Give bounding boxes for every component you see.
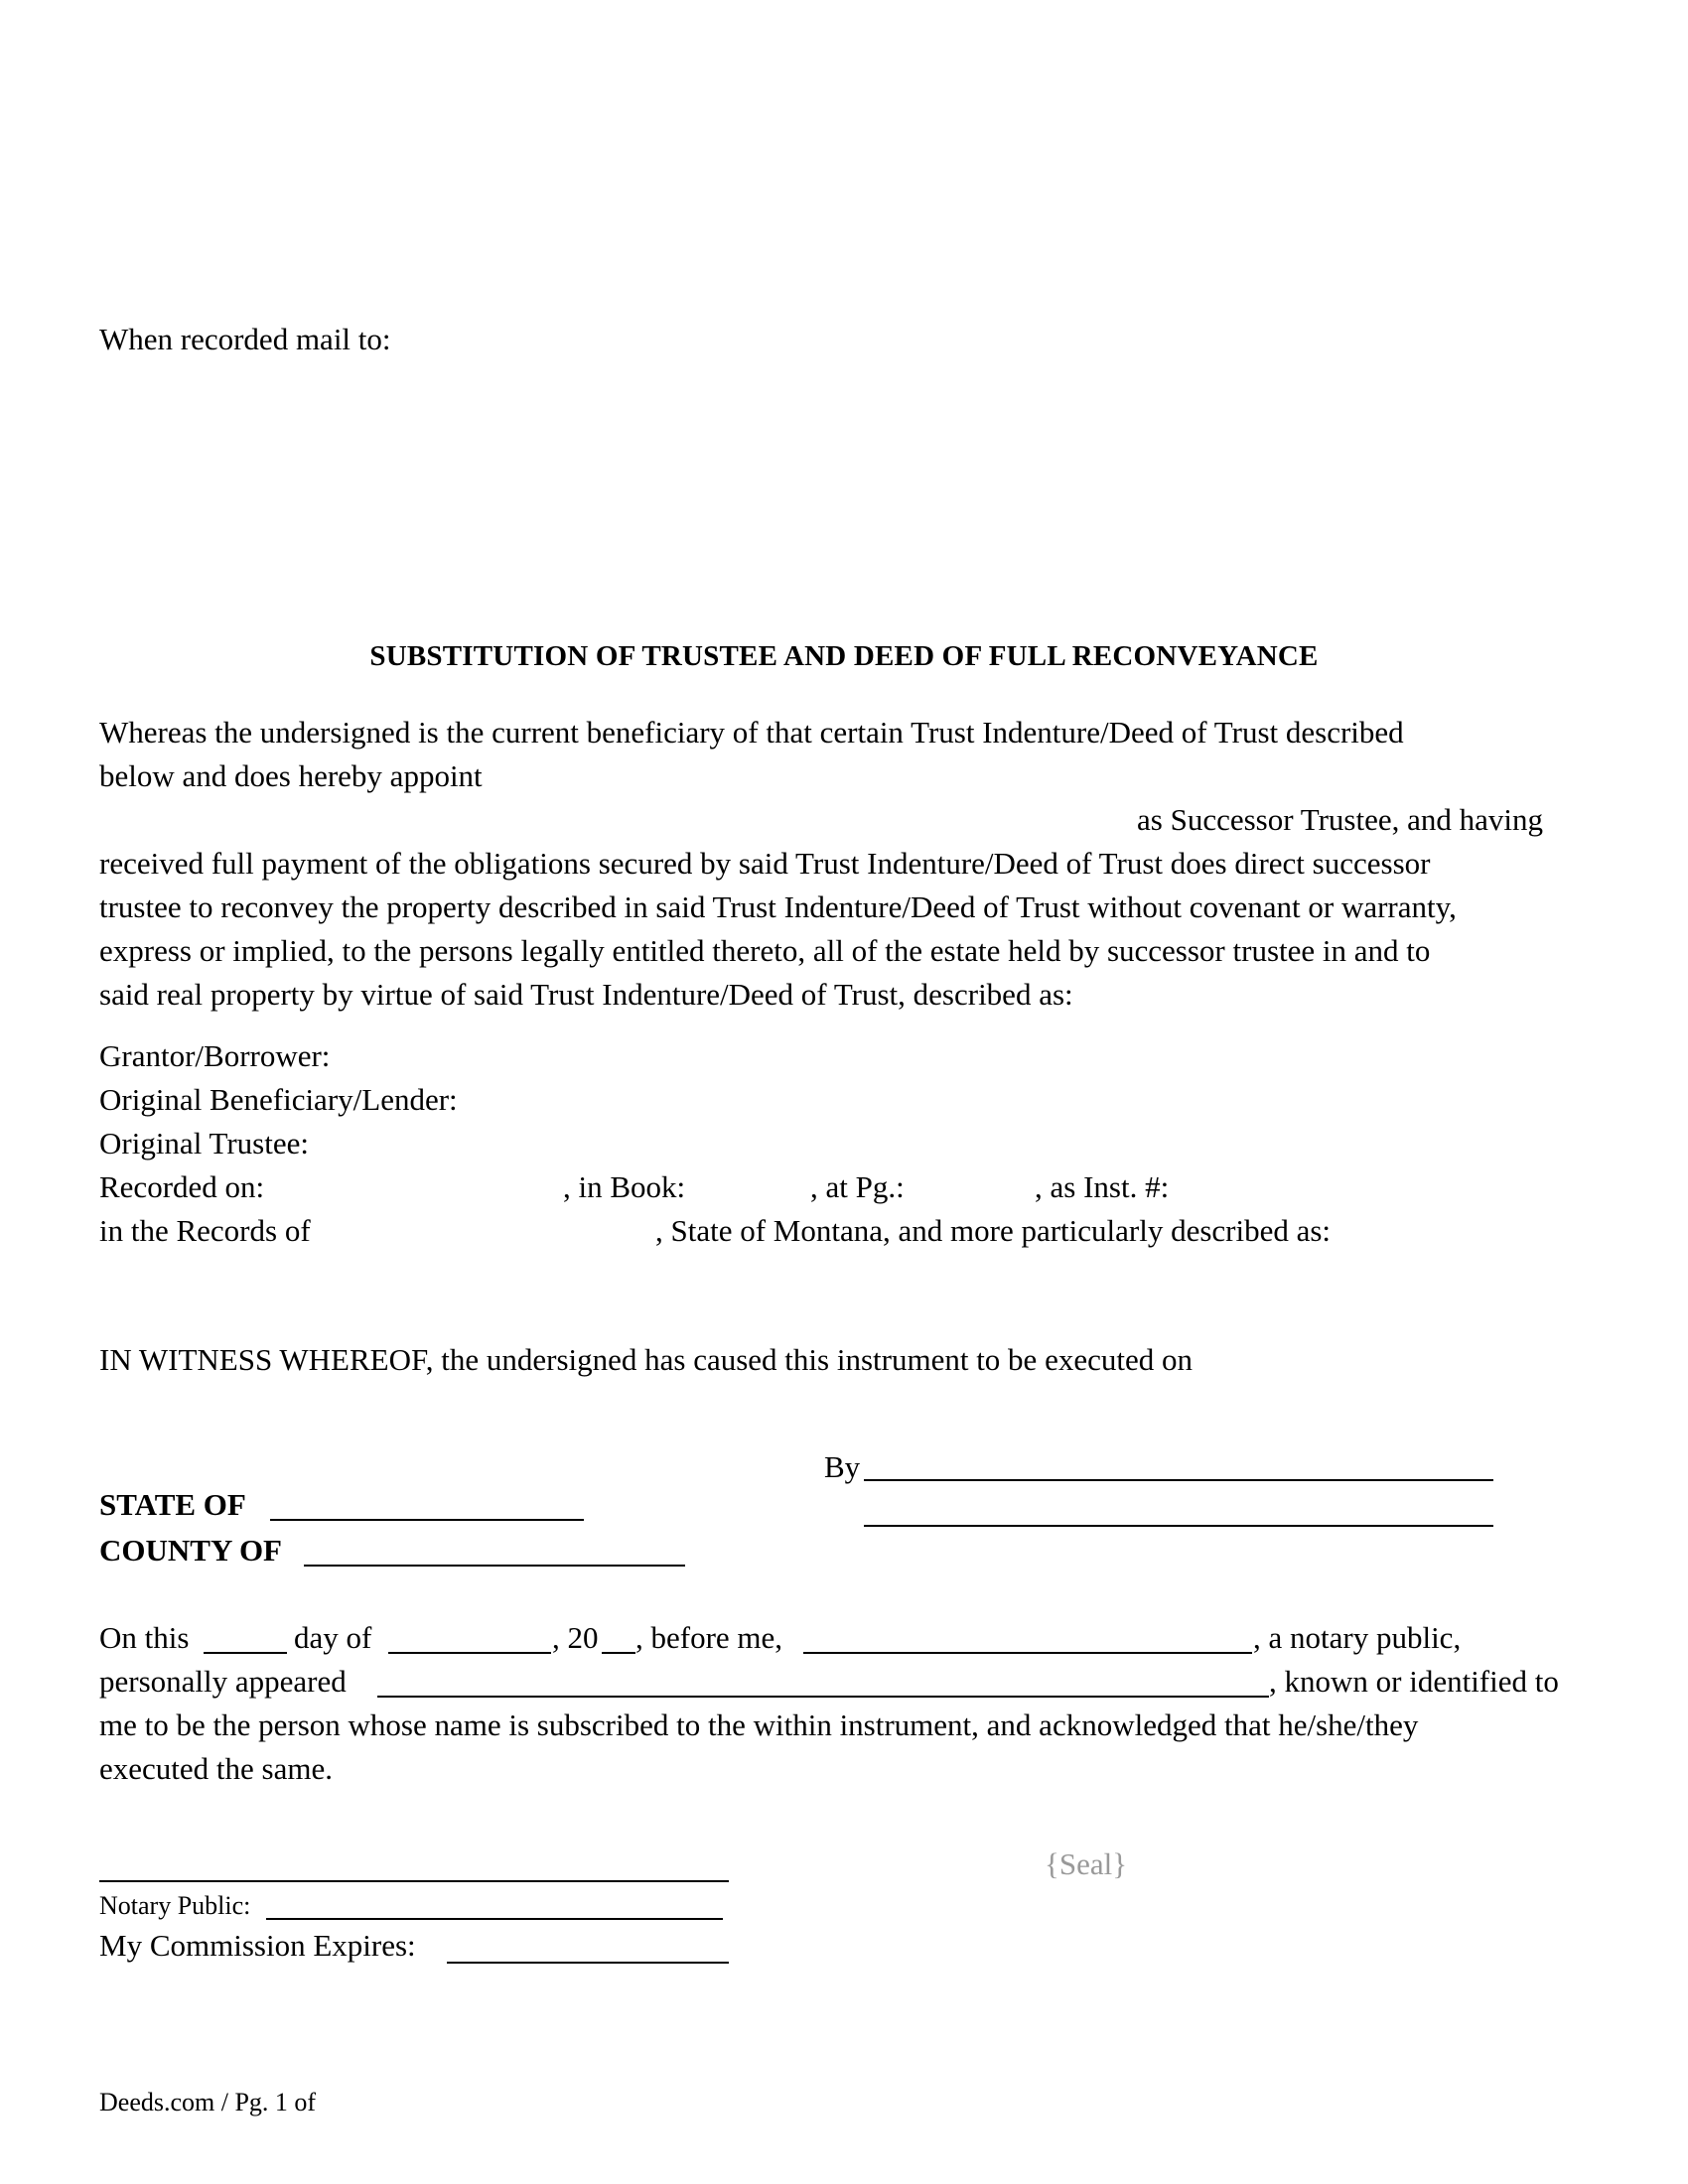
- signer-name-line[interactable]: [864, 1525, 1493, 1527]
- state-of-montana-text: , State of Montana, and more particularly described as:: [655, 1213, 1332, 1248]
- notary-paragraph-line: me to be the person whose name is subscribed to the within instrument, and acknowledged that he/she/they: [99, 1707, 1419, 1742]
- day-of-label: day of: [294, 1620, 372, 1655]
- original-beneficiary-label: Original Beneficiary/Lender:: [99, 1082, 458, 1117]
- appearing-person-blank[interactable]: [377, 1696, 1269, 1698]
- original-trustee-label: Original Trustee:: [99, 1126, 309, 1160]
- commission-expires-label: My Commission Expires:: [99, 1928, 416, 1963]
- day-blank[interactable]: [204, 1652, 287, 1654]
- at-page-label: , at Pg.:: [810, 1169, 905, 1204]
- witness-clause: IN WITNESS WHEREOF, the undersigned has caused this instrument to be executed on: [99, 1342, 1193, 1377]
- paragraph-line: below and does hereby appoint: [99, 758, 483, 793]
- notary-public-label: Notary Public:: [99, 1891, 251, 1920]
- notary-signature-line[interactable]: [99, 1880, 729, 1882]
- commission-expires-blank[interactable]: [447, 1962, 729, 1964]
- paragraph-line: trustee to reconvey the property described in said Trust Indenture/Deed of Trust without covenant or warranty,: [99, 889, 1457, 924]
- known-identified-label: , known or identified to: [1269, 1664, 1559, 1699]
- year-prefix: , 20: [552, 1620, 599, 1655]
- state-blank[interactable]: [270, 1519, 584, 1521]
- state-of-label: STATE OF: [99, 1487, 246, 1522]
- document-title: SUBSTITUTION OF TRUSTEE AND DEED OF FULL RECONVEYANCE: [369, 640, 1319, 672]
- before-me-label: , before me,: [635, 1620, 783, 1655]
- signature-line[interactable]: [864, 1479, 1493, 1481]
- paragraph-line: as Successor Trustee, and having: [1137, 802, 1543, 837]
- page-footer: Deeds.com / Pg. 1 of: [99, 2088, 317, 2116]
- a-notary-public-label: , a notary public,: [1253, 1620, 1462, 1655]
- year-blank[interactable]: [602, 1652, 635, 1654]
- instrument-number-label: , as Inst. #:: [1035, 1169, 1170, 1204]
- paragraph-line: express or implied, to the persons legally entitled thereto, all of the estate held by successor trustee in and to: [99, 933, 1431, 968]
- county-of-label: COUNTY OF: [99, 1533, 282, 1568]
- month-blank[interactable]: [388, 1652, 551, 1654]
- county-blank[interactable]: [304, 1565, 685, 1567]
- notary-paragraph-line: executed the same.: [99, 1751, 333, 1786]
- mail-to-label: When recorded mail to:: [99, 322, 391, 356]
- records-of-label: in the Records of: [99, 1213, 311, 1248]
- notary-name-blank[interactable]: [803, 1652, 1252, 1654]
- personally-appeared-label: personally appeared: [99, 1664, 347, 1699]
- on-this-label: On this: [99, 1620, 190, 1655]
- paragraph-line: Whereas the undersigned is the current beneficiary of that certain Trust Indenture/Deed of Trust described: [99, 715, 1404, 750]
- paragraph-line: said real property by virtue of said Trust Indenture/Deed of Trust, described as:: [99, 977, 1073, 1012]
- notary-public-blank[interactable]: [266, 1918, 723, 1920]
- in-book-label: , in Book:: [563, 1169, 686, 1204]
- seal-placeholder: {Seal}: [1045, 1846, 1128, 1881]
- by-label: By: [824, 1449, 861, 1484]
- paragraph-line: received full payment of the obligations secured by said Trust Indenture/Deed of Trust does direct successor: [99, 846, 1431, 881]
- recorded-on-label: Recorded on:: [99, 1169, 265, 1204]
- grantor-label: Grantor/Borrower:: [99, 1038, 331, 1073]
